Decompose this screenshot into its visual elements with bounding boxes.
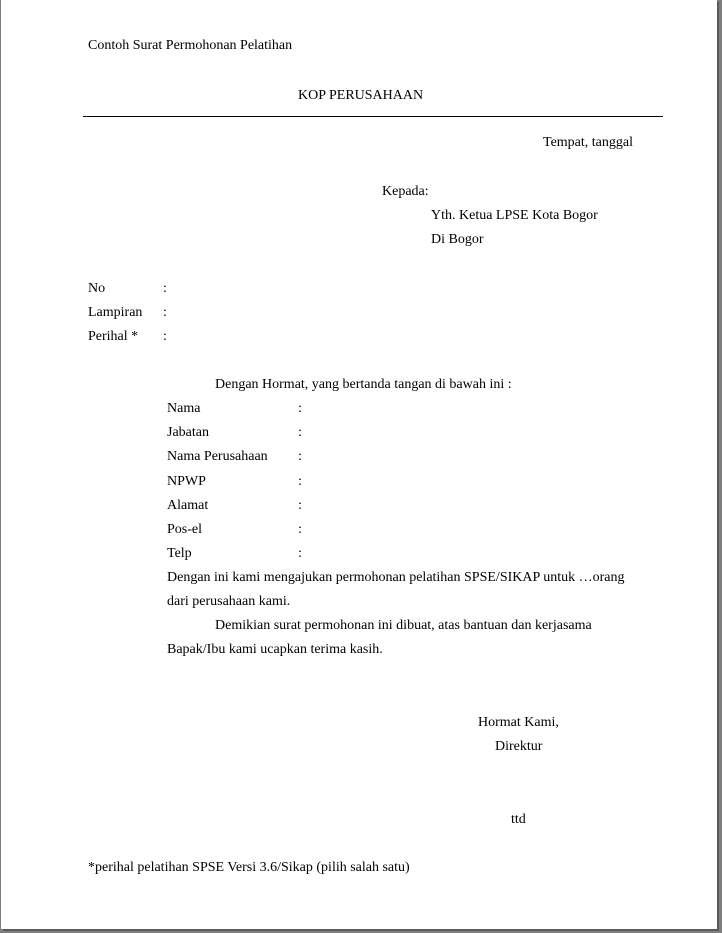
salutation: Dengan Hormat, yang bertanda tangan di bawah ini : xyxy=(215,377,512,392)
field-label-pos-el: Pos-el xyxy=(167,522,202,537)
field-label-npwp: NPWP xyxy=(167,474,206,489)
field-colon-nama-perusahaan: : xyxy=(298,449,302,464)
closing-line-2: Bapak/Ibu kami ucapkan terima kasih. xyxy=(167,642,383,657)
meta-label-perihal: Perihal * xyxy=(88,329,139,344)
letterhead-divider xyxy=(83,116,663,117)
field-colon-nama: : xyxy=(298,401,302,416)
example-title: Contoh Surat Permohonan Pelatihan xyxy=(88,38,293,53)
letter-page xyxy=(1,0,717,929)
meta-colon-no: : xyxy=(163,281,167,296)
recipient-kepada: Kepada: xyxy=(382,184,429,199)
meta-label-no: No xyxy=(88,281,106,296)
signature-regards: Hormat Kami, xyxy=(478,715,559,730)
field-colon-npwp: : xyxy=(298,474,302,489)
closing-line-1: Demikian surat permohonan ini dibuat, atas bantuan dan kerjasama xyxy=(215,618,592,633)
recipient-line-2: Di Bogor xyxy=(431,232,484,247)
field-colon-jabatan: : xyxy=(298,425,302,440)
field-label-alamat: Alamat xyxy=(167,498,209,513)
field-colon-telp: : xyxy=(298,546,302,561)
footnote: *perihal pelatihan SPSE Versi 3.6/Sikap (pilih salah satu) xyxy=(88,860,410,875)
request-line-2: dari perusahaan kami. xyxy=(167,594,291,609)
meta-colon-lampiran: : xyxy=(163,305,167,320)
place-date: Tempat, tanggal xyxy=(543,135,633,150)
field-label-telp: Telp xyxy=(167,546,192,561)
field-label-jabatan: Jabatan xyxy=(167,425,209,440)
signature-title: Direktur xyxy=(495,739,543,754)
request-line-1: Dengan ini kami mengajukan permohonan pelatihan SPSE/SIKAP untuk …orang xyxy=(167,570,625,585)
recipient-line-1: Yth. Ketua LPSE Kota Bogor xyxy=(431,208,598,223)
field-label-nama-perusahaan: Nama Perusahaan xyxy=(167,449,268,464)
meta-label-lampiran: Lampiran xyxy=(88,305,143,320)
field-colon-alamat: : xyxy=(298,498,302,513)
signature-ttd: ttd xyxy=(511,812,526,827)
letterhead-title: KOP PERUSAHAAN xyxy=(298,88,424,103)
field-label-nama: Nama xyxy=(167,401,201,416)
field-colon-pos-el: : xyxy=(298,522,302,537)
meta-colon-perihal: : xyxy=(163,329,167,344)
